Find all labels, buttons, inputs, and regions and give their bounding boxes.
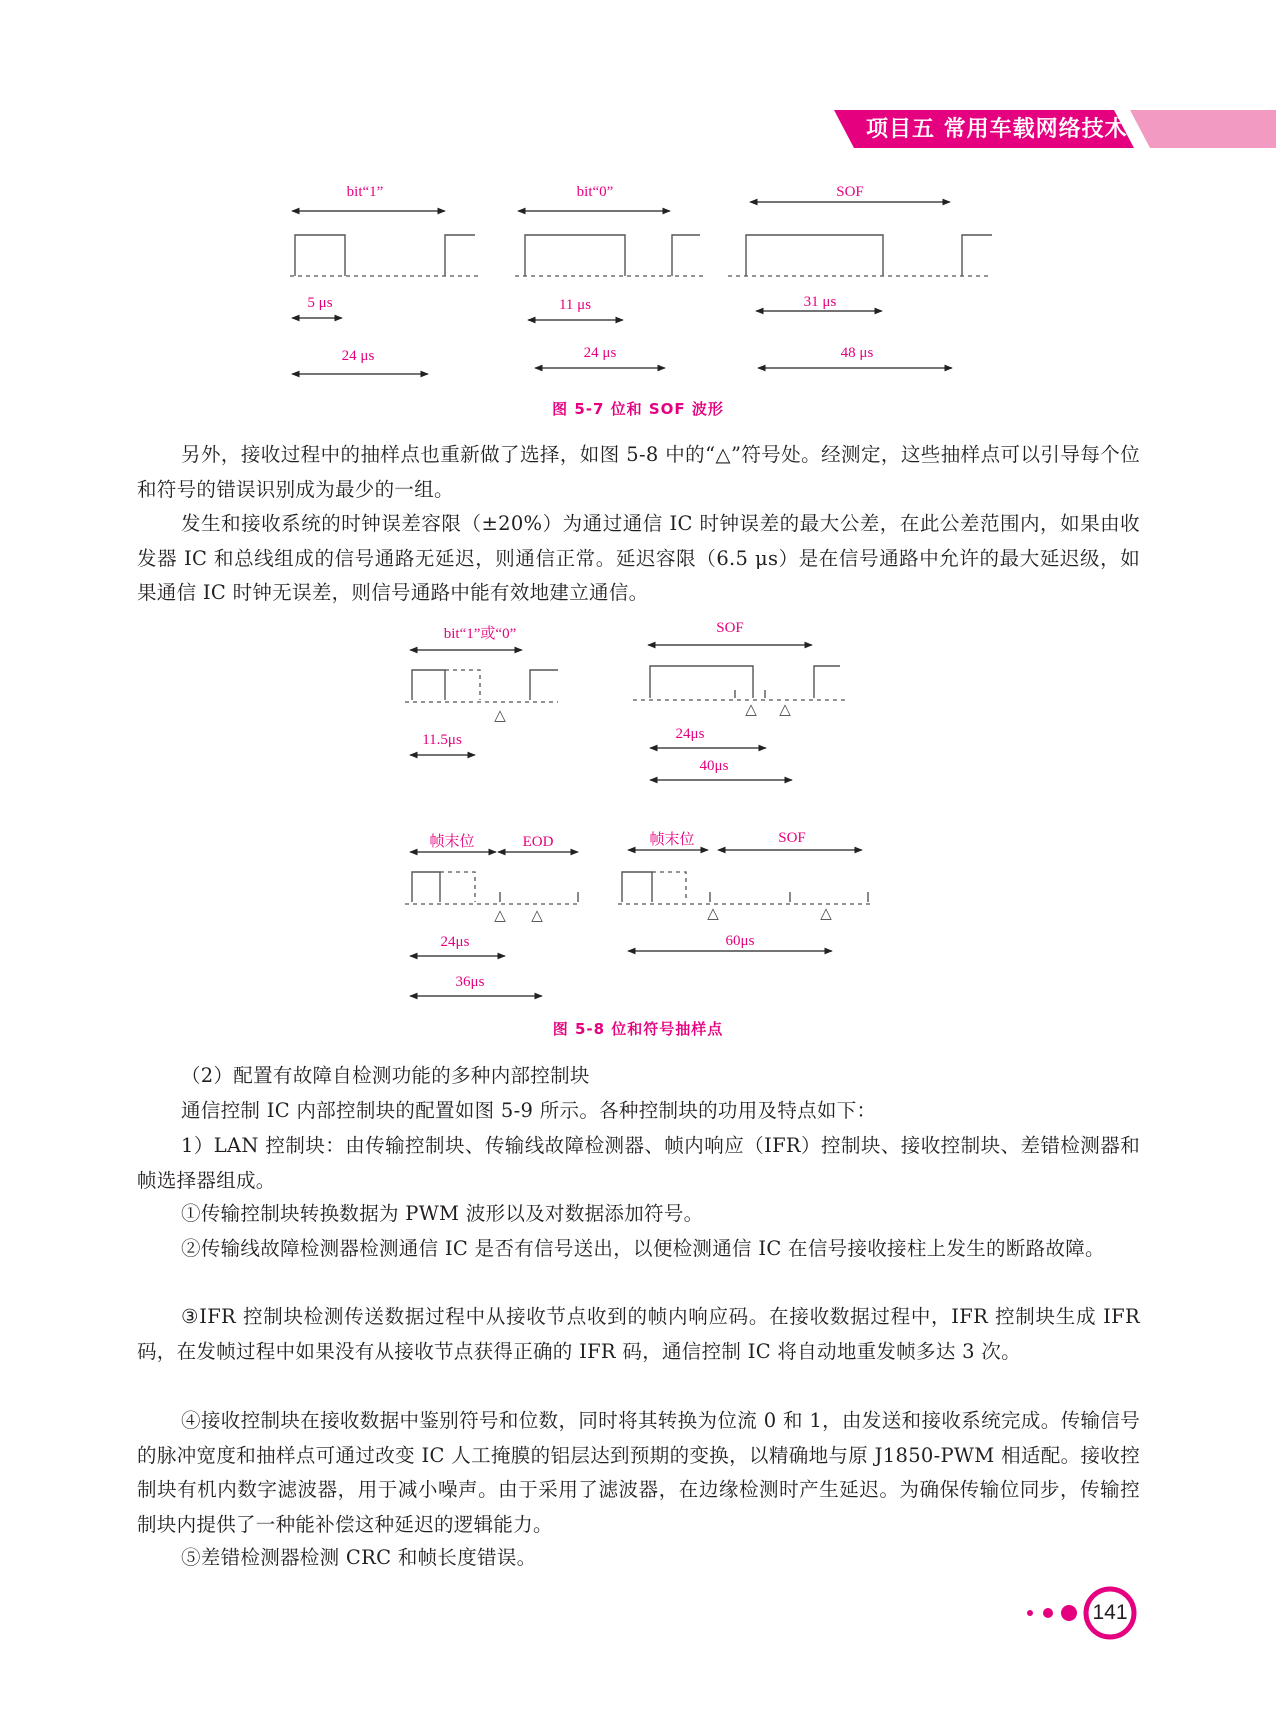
- label-bit1-24us: 24 μs: [341, 348, 375, 364]
- paragraph-item-5: ⑤差错检测器检测 CRC 和帧长度错误。: [181, 1546, 537, 1569]
- paragraph-item-3: ③IFR 控制块检测传送数据过程中从接收节点收到的帧内响应码。在接收数据过程中，IFR 控制块生成 IFR 码，在发帧过程中如果没有从接收节点获得正确的 IFR 码，通信控制 IC 将自动地重发帧多达 3 次。: [137, 1305, 1140, 1363]
- sample-triangle-bl-1: △: [494, 906, 506, 924]
- label-bit1-5us: 5 μs: [307, 295, 333, 311]
- sample-triangle-tl: △: [494, 706, 506, 724]
- figure-5-8-caption: 图 5-8 位和符号抽样点: [552, 1020, 724, 1038]
- sample-triangle-tr-2: △: [779, 700, 791, 718]
- label-sof-48us: 48 μs: [840, 345, 874, 361]
- label-sof: SOF: [836, 184, 864, 200]
- wave-sof-pulse: [746, 235, 883, 276]
- label-sof-31us: 31 μs: [803, 294, 837, 310]
- wave-bit0-next: [672, 235, 700, 276]
- wave-sof-next: [962, 235, 992, 276]
- label-40us: 40μs: [699, 758, 729, 774]
- page-number: 141: [1092, 1601, 1128, 1624]
- sample-triangle-tr-1: △: [745, 700, 757, 718]
- paragraph-item-4: ④接收控制块在接收数据中鉴别符号和位数，同时将其转换为位流 0 和 1，由发送和接收系统完成。传输信号的脉冲宽度和抽样点可通过改变 IC 人工掩膜的铝层达到预期的变换，以精确地与原 J1850-PWM 相适配。接收控制块有机内数字滤波器，用于减小噪声。由于采用了滤波器，在边缘检测时产生延迟。为确保传输位同步，传输控制块内提供了一种能补偿这种延迟的逻辑能力。: [137, 1409, 1140, 1536]
- wave-bit0-pulse: [525, 235, 625, 276]
- sample-triangle-br-1: △: [707, 904, 719, 922]
- figure-5-7-caption: 图 5-7 位和 SOF 波形: [552, 400, 724, 418]
- label-bit0-24us: 24 μs: [583, 345, 617, 361]
- label-60us: 60μs: [725, 933, 755, 949]
- wave-tl-pulse: [412, 670, 445, 700]
- label-sof-top: SOF: [716, 620, 744, 636]
- sample-triangle-bl-2: △: [531, 906, 543, 924]
- label-bit0-11us: 11 μs: [558, 297, 592, 313]
- wave-tl-dashed: [445, 670, 480, 700]
- wave-tr-pulse: [650, 666, 753, 698]
- wave-bit1-pulse: [295, 235, 345, 276]
- label-11-5us: 11.5μs: [422, 732, 462, 748]
- sample-triangle-br-2: △: [820, 904, 832, 922]
- wave-br-pulse: [622, 872, 652, 902]
- paragraph-lan-control-block: 1）LAN 控制块：由传输控制块、传输线故障检测器、帧内响应（IFR）控制块、接收控制块、差错检测器和帧选择器组成。: [137, 1134, 1140, 1192]
- label-36us: 36μs: [455, 974, 485, 990]
- paragraph-item-1: ①传输控制块转换数据为 PWM 波形以及对数据添加符号。: [181, 1202, 704, 1225]
- label-eof-right: 帧末位: [649, 832, 695, 848]
- label-bit1: bit“1”: [346, 184, 384, 200]
- label-eof-left: 帧末位: [429, 834, 475, 850]
- chapter-title: 项目五 常用车载网络技术: [866, 117, 1128, 142]
- wave-br-dashed: [652, 872, 686, 902]
- figure-5-8-sampling-points: [400, 620, 880, 1020]
- paragraph-control-blocks-intro: 通信控制 IC 内部控制块的配置如图 5-9 所示。各种控制块的功用及特点如下：: [181, 1099, 877, 1122]
- label-24us-top: 24μs: [675, 726, 705, 742]
- wave-bl-dashed: [440, 872, 475, 902]
- label-bit1or0: bit“1”或“0”: [443, 626, 517, 642]
- paragraph-sampling-points: 另外，接收过程中的抽样点也重新做了选择，如图 5-8 中的“△”符号处。经测定，这些抽样点可以引导每个位和符号的错误识别成为最少的一组。: [137, 443, 1140, 501]
- figure-5-7-waveforms: [280, 176, 1010, 396]
- paragraph-clock-tolerance: 发生和接收系统的时钟误差容限（±20%）为通过通信 IC 时钟误差的最大公差，在此公差范围内，如果由收发器 IC 和总线组成的信号通路无延迟，则通信正常。延迟容限（6.5 μs）是在信号通路中允许的最大延迟级，如果通信 IC 时钟无误差，则信号通路中能有效地建立通信。: [137, 512, 1140, 604]
- paragraph-item-2: ②传输线故障检测器检测通信 IC 是否有信号送出，以便检测通信 IC 在信号接收接柱上发生的断路故障。: [181, 1237, 1105, 1260]
- label-eod: EOD: [522, 834, 554, 850]
- label-sof-bottom: SOF: [778, 830, 806, 846]
- wave-bl-pulse: [412, 872, 440, 902]
- wave-bit1-next: [445, 235, 475, 276]
- section-heading-2: （2）配置有故障自检测功能的多种内部控制块: [181, 1064, 590, 1087]
- label-bit0: bit“0”: [576, 184, 614, 200]
- wave-tr-next: [814, 666, 840, 698]
- label-24us-bottom: 24μs: [440, 934, 470, 950]
- wave-tl-next: [530, 670, 558, 700]
